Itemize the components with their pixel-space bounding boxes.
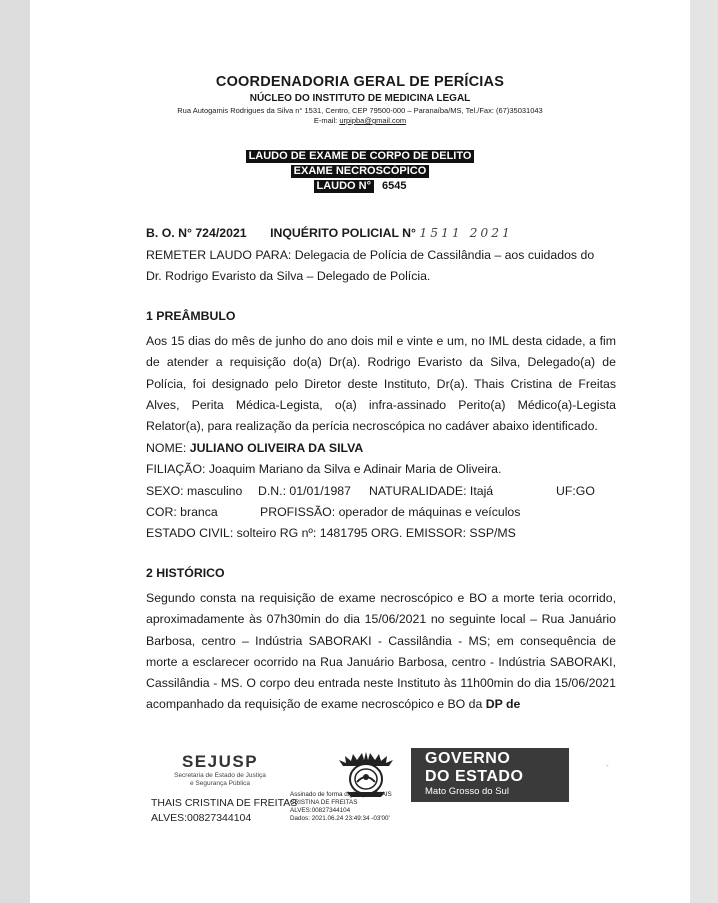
remeter-line2: Dr. Rodrigo Evaristo da Silva – Delegado de Polícia. xyxy=(146,269,431,283)
laudo-label: LAUDO N° xyxy=(314,180,375,193)
digital-line3: ALVES:00827344104 xyxy=(290,807,351,814)
gov-line1: GOVERNO xyxy=(425,750,511,767)
org-email-line xyxy=(30,116,690,125)
inquerito-label: INQUÉRITO POLICIAL N° xyxy=(270,226,416,240)
naturalidade-value: NATURALIDADE: Itajá xyxy=(369,484,494,498)
sexo-line xyxy=(146,481,616,502)
digital-line1: Assinado de forma digital por THAIS xyxy=(290,791,392,798)
dn-value: D.N.: 01/01/1987 xyxy=(258,484,351,498)
historico-paragraph xyxy=(146,588,616,716)
case-line xyxy=(146,223,616,244)
sejusp-sub2: e Segurança Pública xyxy=(190,780,250,787)
historico-tail-bold: DP de xyxy=(485,697,521,712)
uf-value: UF:GO xyxy=(556,484,595,498)
scan-speck: - xyxy=(606,761,609,770)
nome-label: NOME: xyxy=(146,441,187,455)
laudo-number: 6545 xyxy=(382,180,407,192)
email-label: E-mail: xyxy=(313,116,338,125)
filiacao-line: FILIAÇÃO: Joaquim Mariano da Silva e Adinair Maria de Oliveira. xyxy=(146,462,502,476)
governo-logo xyxy=(411,748,569,802)
sejusp-name: SEJUSP xyxy=(181,752,259,771)
remeter-line xyxy=(146,245,616,266)
estado-civil-line: ESTADO CIVIL: solteiro RG nº: 1481795 ORG. EMISSOR: SSP/MS xyxy=(146,526,516,540)
signer-id: ALVES:00827344104 xyxy=(151,812,252,824)
report-title-block xyxy=(30,146,690,191)
remeter-text: Delegacia de Polícia de Cassilândia – aos cuidados do xyxy=(294,248,595,262)
sejusp-logo xyxy=(155,752,285,788)
bo-number: 724/2021 xyxy=(195,226,247,240)
digital-signature xyxy=(290,791,392,823)
nome-line xyxy=(146,438,616,459)
email-link[interactable]: urpipba@gmail.com xyxy=(339,116,407,125)
org-address: Rua Autogamis Rodrigues da Silva n° 1531, Centro, CEP 79500-000 – Paranaíba/MS, Tel./Fax: (67)35031043 xyxy=(177,106,543,115)
gov-line2: DO ESTADO xyxy=(425,768,524,785)
sejusp-sub1: Secretaria de Estado de Justiça xyxy=(174,772,266,779)
remeter-label: REMETER LAUDO PARA: xyxy=(146,248,292,262)
preambulo-paragraph: Aos 15 dias do mês de junho do ano dois mil e vinte e um, no IML desta cidade, a fim de atender a requisição do(a) Dr(a). Rodrigo Evaristo da Silva, Delegado(a) de Polícia, foi designado pelo Diretor deste Instituto, Dr(a). Thais Cristina de Freitas Alves, Perita Médica-Legista, o(a) infra-assinado Perito(a) Médico(a)-Legista Relator(a), para realização da perícia necroscópica no cadáver abaixo identificado. xyxy=(146,334,616,434)
cor-line xyxy=(146,502,616,523)
section-preambulo-heading: 1 PREÂMBULO xyxy=(146,309,236,323)
historico-text: Segundo consta na requisição de exame necroscópico e BO a morte teria ocorrido, aproximadamente às 07h30min do dia 15/06/2021 no seguinte local – Rua Januário Barbosa, centro – Indústria SABORAKI - Cassilândia - MS; em consequência de morte a esclarecer ocorrido na Rua Januário Barbosa, centro - Indústria SABORAKI, Cassilândia - MS. O corpo deu entrada neste Instituto às 11h00min do dia 15/06/2021 acompanhado da requisição de exame necroscópico e BO da xyxy=(146,591,616,712)
digital-line2: CRISTINA DE FREITAS xyxy=(290,799,358,806)
gov-line3: Mato Grosso do Sul xyxy=(425,786,509,797)
bo-label: B. O. N° xyxy=(146,226,192,240)
inquerito-number-handwritten: 1511 2021 xyxy=(419,226,513,240)
report-title-line2: EXAME NECROSCÓPICO xyxy=(291,165,430,178)
org-subtitle: NÚCLEO DO INSTITUTO DE MEDICINA LEGAL xyxy=(249,93,471,104)
signer-block xyxy=(151,796,297,826)
cor-value: COR: branca xyxy=(146,505,218,519)
page-edge xyxy=(690,0,718,903)
sexo-value: SEXO: masculino xyxy=(146,484,243,498)
profissao-value: PROFISSÃO: operador de máquinas e veículos xyxy=(260,505,521,519)
section-historico-heading: 2 HISTÓRICO xyxy=(146,566,225,580)
nome-value: JULIANO OLIVEIRA DA SILVA xyxy=(189,441,364,455)
digital-line4: Dados: 2021.06.24 23:49:34 -03'00' xyxy=(290,815,390,822)
report-title-line1: LAUDO DE EXAME DE CORPO DE DELITO xyxy=(246,150,475,163)
org-title: COORDENADORIA GERAL DE PERÍCIAS xyxy=(215,74,505,90)
signer-name: THAIS CRISTINA DE FREITAS xyxy=(151,797,298,809)
